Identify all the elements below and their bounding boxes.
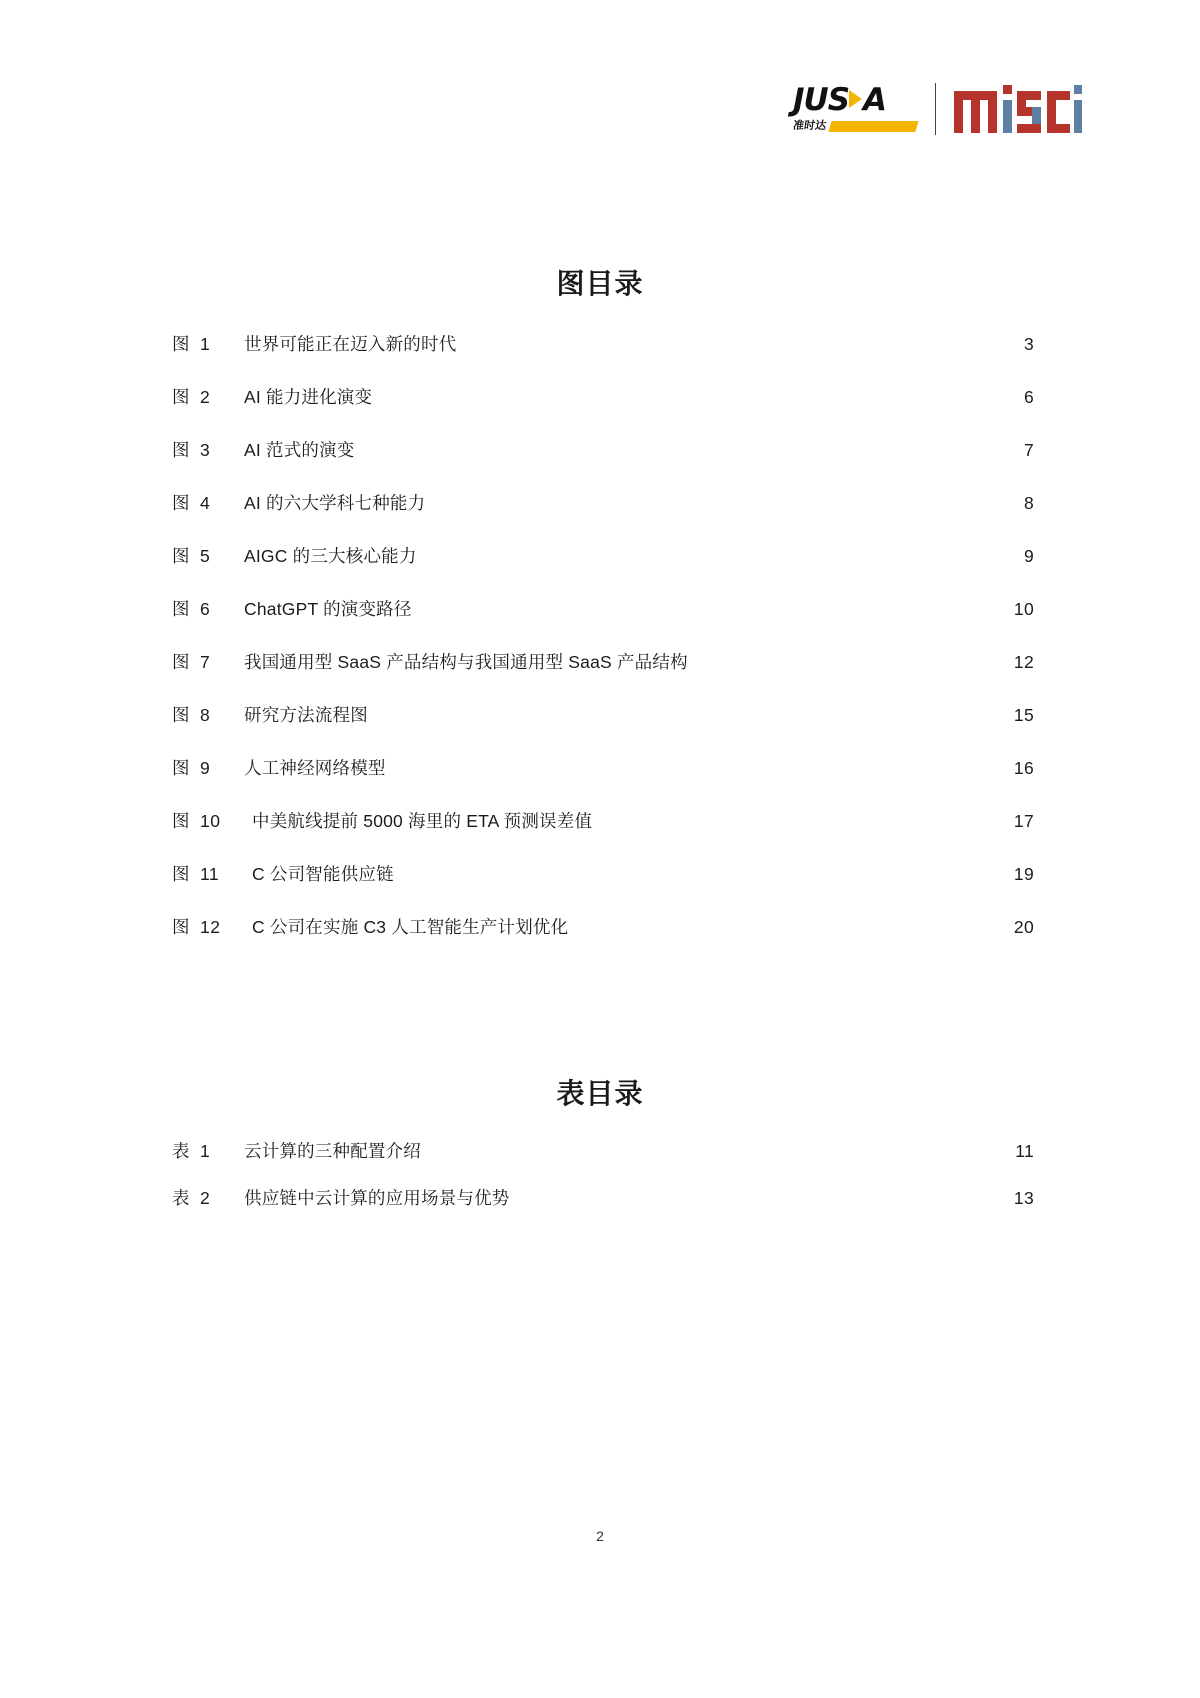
toc-entry-number: 6 bbox=[200, 599, 211, 619]
toc-entry-text: ChatGPT 的演变路径 bbox=[244, 599, 412, 619]
figures-toc-title: 图目录 bbox=[556, 267, 644, 300]
jusda-wordmark bbox=[793, 82, 917, 118]
toc-entry-text: AIGC 的三大核心能力 bbox=[244, 546, 417, 566]
toc-entry-number: 2 bbox=[200, 1188, 211, 1208]
toc-entry-number: 8 bbox=[200, 705, 211, 725]
toc-entry-text: C 公司智能供应链 bbox=[252, 864, 394, 884]
toc-entry-number: 4 bbox=[200, 493, 211, 513]
page-number-footer: 2 bbox=[596, 1528, 604, 1544]
misci-glyph-bar bbox=[963, 91, 980, 100]
header-logo-group bbox=[793, 78, 1082, 140]
toc-entry-text: AI 范式的演变 bbox=[244, 440, 355, 460]
toc-entry-figure-1[interactable] bbox=[172, 318, 1034, 371]
toc-entry-figure-10[interactable] bbox=[172, 795, 1034, 848]
toc-entry-page: 20 bbox=[1013, 917, 1034, 937]
toc-leader-dots bbox=[359, 437, 1005, 455]
toc-entry-figure-7[interactable] bbox=[172, 636, 1034, 689]
toc-entry-text: AI 的六大学科七种能力 bbox=[244, 493, 426, 513]
toc-entry-label: 图 bbox=[172, 811, 190, 831]
toc-entry-label: 表 bbox=[172, 1141, 190, 1161]
toc-leader-dots bbox=[460, 331, 1004, 349]
toc-entry-page: 19 bbox=[1013, 864, 1034, 884]
toc-entry-label: 图 bbox=[172, 493, 190, 513]
toc-entry-text: 我国通用型 SaaS 产品结构与我国通用型 SaaS 产品结构 bbox=[244, 652, 688, 672]
toc-entry-page: 17 bbox=[1013, 811, 1034, 831]
toc-entry-number: 1 bbox=[200, 1141, 211, 1161]
jusda-logo bbox=[793, 79, 917, 139]
toc-entry-label: 图 bbox=[172, 599, 190, 619]
toc-entry-table-1[interactable] bbox=[172, 1128, 1034, 1175]
toc-entry-figure-5[interactable] bbox=[172, 530, 1034, 583]
misci-glyph-bar bbox=[1074, 85, 1082, 94]
misci-glyph-bar bbox=[971, 100, 980, 133]
toc-entry-figure-6[interactable] bbox=[172, 583, 1034, 636]
logo-divider bbox=[935, 83, 936, 135]
toc-entry-figure-9[interactable] bbox=[172, 742, 1034, 795]
misci-glyph-bar bbox=[988, 91, 997, 133]
misci-glyph-bar bbox=[1032, 107, 1041, 125]
misci-glyph-bar bbox=[954, 91, 963, 133]
toc-entry-page: 11 bbox=[1015, 1141, 1034, 1161]
toc-entry-figure-8[interactable] bbox=[172, 689, 1034, 742]
toc-leader-dots bbox=[429, 490, 1004, 508]
toc-entry-page: 16 bbox=[1013, 758, 1034, 778]
toc-leader-dots bbox=[372, 702, 1004, 720]
toc-entry-label: 图 bbox=[172, 917, 190, 937]
toc-entry-figure-2[interactable] bbox=[172, 371, 1034, 424]
toc-entry-number: 5 bbox=[200, 546, 211, 566]
toc-leader-dots bbox=[398, 861, 1004, 879]
toc-entry-figure-4[interactable] bbox=[172, 477, 1034, 530]
toc-leader-dots bbox=[390, 755, 1004, 773]
toc-entry-page: 10 bbox=[1013, 599, 1034, 619]
toc-entry-text: 云计算的三种配置介绍 bbox=[244, 1141, 421, 1161]
toc-leader-dots bbox=[425, 1138, 1004, 1156]
toc-entry-label: 图 bbox=[172, 705, 190, 725]
jusda-wordmark-part1: JUS bbox=[793, 82, 850, 118]
toc-leader-dots bbox=[692, 649, 1004, 667]
toc-entry-page: 13 bbox=[1013, 1188, 1034, 1208]
misci-glyph-bar bbox=[1003, 100, 1012, 133]
toc-entry-label: 图 bbox=[172, 652, 190, 672]
toc-entry-table-2[interactable] bbox=[172, 1175, 1034, 1222]
toc-entry-text: 供应链中云计算的应用场景与优势 bbox=[244, 1188, 510, 1208]
tables-toc-list bbox=[172, 1128, 1034, 1222]
toc-entry-page: 6 bbox=[1023, 387, 1034, 407]
toc-leader-dots bbox=[376, 384, 1004, 402]
toc-entry-page: 3 bbox=[1023, 334, 1034, 354]
misci-glyph-bar bbox=[1003, 85, 1012, 94]
jusda-subbrand bbox=[793, 119, 917, 133]
toc-entry-number: 7 bbox=[200, 652, 211, 672]
toc-entry-label: 图 bbox=[172, 758, 190, 778]
toc-entry-label: 图 bbox=[172, 546, 190, 566]
toc-entry-page: 12 bbox=[1013, 652, 1034, 672]
toc-leader-dots bbox=[421, 543, 1004, 561]
tables-toc-title: 表目录 bbox=[556, 1077, 644, 1110]
toc-entry-label: 图 bbox=[172, 864, 190, 884]
toc-entry-figure-11[interactable] bbox=[172, 848, 1034, 901]
misci-glyph-bar bbox=[1074, 100, 1082, 133]
misci-glyph-bar bbox=[1047, 124, 1070, 133]
jusda-yellow-bar bbox=[828, 121, 918, 132]
toc-entry-number: 11 bbox=[200, 864, 220, 884]
toc-entry-text: C 公司在实施 C3 人工智能生产计划优化 bbox=[252, 917, 569, 937]
toc-entry-label: 图 bbox=[172, 387, 190, 407]
figures-toc-list bbox=[172, 318, 1034, 954]
jusda-chinese-name: 准时达 bbox=[792, 119, 827, 132]
toc-entry-label: 图 bbox=[172, 440, 190, 460]
toc-leader-dots bbox=[514, 1185, 1005, 1203]
toc-entry-text: 世界可能正在迈入新的时代 bbox=[244, 334, 457, 354]
toc-leader-dots bbox=[572, 914, 1004, 932]
toc-entry-number: 1 bbox=[200, 334, 211, 354]
toc-entry-figure-3[interactable] bbox=[172, 424, 1034, 477]
toc-entry-number: 3 bbox=[200, 440, 211, 460]
toc-entry-text: 人工神经网络模型 bbox=[244, 758, 386, 778]
toc-entry-number: 9 bbox=[200, 758, 211, 778]
toc-leader-dots bbox=[596, 808, 1004, 826]
toc-entry-number: 12 bbox=[200, 917, 221, 937]
toc-entry-figure-12[interactable] bbox=[172, 901, 1034, 954]
toc-entry-page: 15 bbox=[1013, 705, 1034, 725]
toc-entry-text: 研究方法流程图 bbox=[244, 705, 368, 725]
misci-glyph-bar bbox=[1017, 124, 1041, 133]
toc-entry-number: 10 bbox=[200, 811, 221, 831]
toc-entry-label: 图 bbox=[172, 334, 190, 354]
toc-entry-text: 中美航线提前 5000 海里的 ETA 预测误差值 bbox=[252, 811, 593, 831]
jusda-wordmark-part2: A bbox=[863, 82, 887, 118]
misci-logo bbox=[954, 85, 1082, 133]
toc-entry-page: 7 bbox=[1023, 440, 1034, 460]
toc-entry-page: 8 bbox=[1023, 493, 1034, 513]
toc-entry-page: 9 bbox=[1023, 546, 1034, 566]
toc-entry-number: 2 bbox=[200, 387, 211, 407]
toc-leader-dots bbox=[416, 596, 1004, 614]
jusda-arrow-icon bbox=[849, 90, 862, 108]
toc-entry-text: AI 能力进化演变 bbox=[244, 387, 373, 407]
toc-entry-label: 表 bbox=[172, 1188, 190, 1208]
